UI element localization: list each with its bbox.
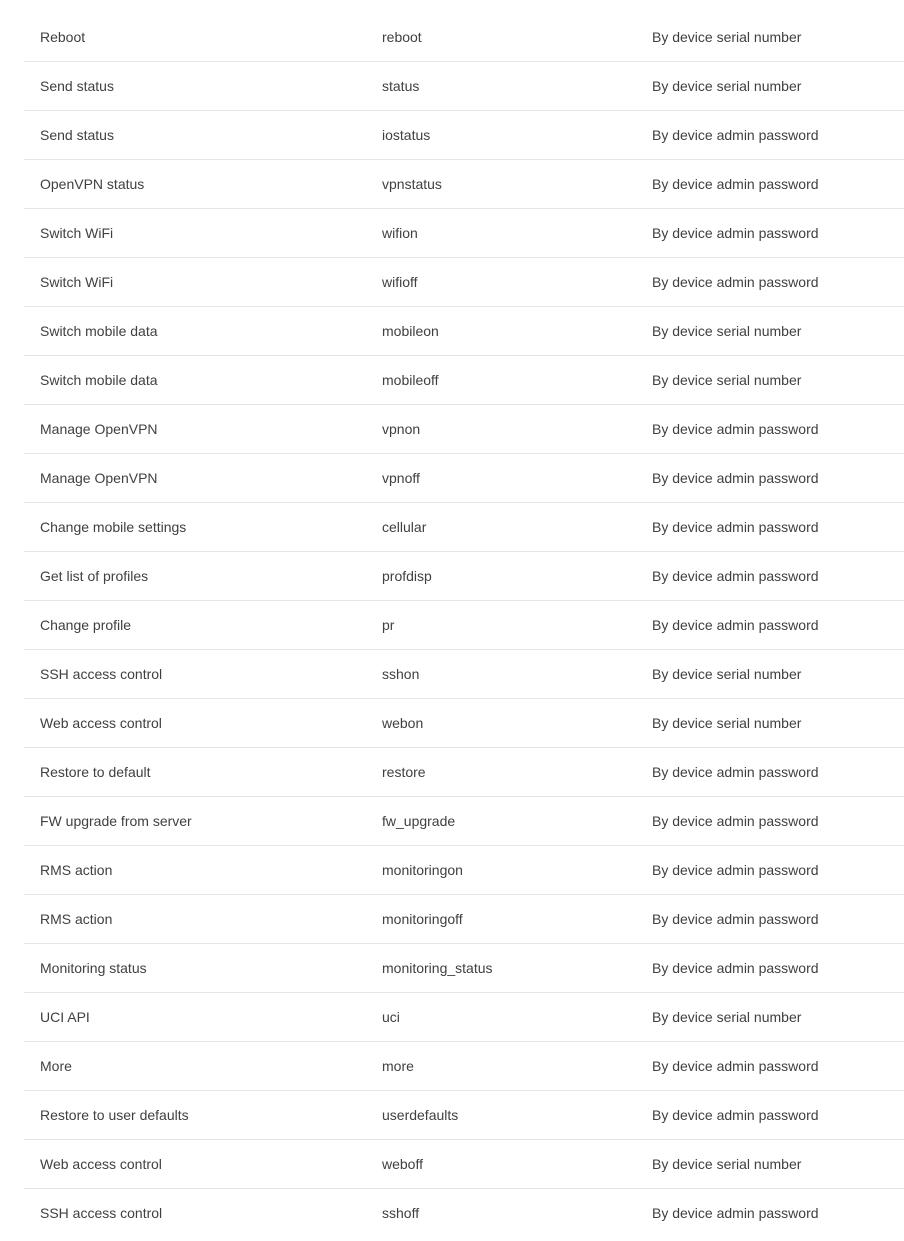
- table-row: [24, 748, 904, 797]
- authorization-cell: By device admin password: [636, 846, 904, 895]
- table-row: [24, 1042, 904, 1091]
- table-row: [24, 699, 904, 748]
- authorization-cell: By device serial number: [636, 356, 904, 405]
- authorization-cell: By device serial number: [636, 699, 904, 748]
- authorization-cell: By device admin password: [636, 258, 904, 307]
- action-cell: Reboot: [24, 13, 366, 62]
- table-row: [24, 846, 904, 895]
- authorization-cell: By device serial number: [636, 13, 904, 62]
- command-cell: vpnoff: [366, 454, 636, 503]
- action-cell: OpenVPN status: [24, 160, 366, 209]
- authorization-cell: By device admin password: [636, 1042, 904, 1091]
- command-cell: reboot: [366, 13, 636, 62]
- command-cell: wifion: [366, 209, 636, 258]
- authorization-cell: By device admin password: [636, 797, 904, 846]
- sms-commands-table-container: [24, 13, 904, 1237]
- table-row: [24, 650, 904, 699]
- action-cell: More: [24, 1042, 366, 1091]
- authorization-cell: By device serial number: [636, 307, 904, 356]
- command-cell: vpnstatus: [366, 160, 636, 209]
- authorization-cell: By device serial number: [636, 1140, 904, 1189]
- table-row: [24, 307, 904, 356]
- command-cell: cellular: [366, 503, 636, 552]
- sms-commands-table: [24, 13, 904, 1237]
- authorization-cell: By device admin password: [636, 895, 904, 944]
- command-cell: fw_upgrade: [366, 797, 636, 846]
- action-cell: Switch mobile data: [24, 307, 366, 356]
- table-row: [24, 944, 904, 993]
- action-cell: Get list of profiles: [24, 552, 366, 601]
- table-row: [24, 209, 904, 258]
- table-row: [24, 797, 904, 846]
- action-cell: Switch WiFi: [24, 258, 366, 307]
- authorization-cell: By device serial number: [636, 993, 904, 1042]
- command-cell: sshon: [366, 650, 636, 699]
- table-body: [24, 13, 904, 1237]
- table-row: [24, 895, 904, 944]
- authorization-cell: By device admin password: [636, 944, 904, 993]
- authorization-cell: By device serial number: [636, 650, 904, 699]
- authorization-cell: By device admin password: [636, 1091, 904, 1140]
- action-cell: FW upgrade from server: [24, 797, 366, 846]
- command-cell: mobileoff: [366, 356, 636, 405]
- action-cell: Monitoring status: [24, 944, 366, 993]
- action-cell: Web access control: [24, 699, 366, 748]
- authorization-cell: By device admin password: [636, 111, 904, 160]
- action-cell: Switch mobile data: [24, 356, 366, 405]
- command-cell: vpnon: [366, 405, 636, 454]
- action-cell: Send status: [24, 111, 366, 160]
- table-row: [24, 356, 904, 405]
- action-cell: Manage OpenVPN: [24, 454, 366, 503]
- action-cell: SSH access control: [40, 1205, 163, 1221]
- action-cell: Manage OpenVPN: [24, 405, 366, 454]
- action-cell: Restore to user defaults: [24, 1091, 366, 1140]
- table-row: [24, 62, 904, 111]
- command-cell: pr: [366, 601, 636, 650]
- authorization-cell: By device admin password: [636, 552, 904, 601]
- table-row: [24, 1140, 904, 1189]
- table-row: [24, 503, 904, 552]
- authorization-cell: By device admin password: [636, 160, 904, 209]
- action-cell: RMS action: [24, 895, 366, 944]
- table-row: [24, 1189, 904, 1238]
- command-cell: webon: [366, 699, 636, 748]
- authorization-cell: By device admin password: [636, 748, 904, 797]
- command-cell: more: [366, 1042, 636, 1091]
- command-cell: restore: [366, 748, 636, 797]
- authorization-cell: By device admin password: [636, 405, 904, 454]
- command-cell: monitoring_status: [366, 944, 636, 993]
- command-cell: wifioff: [366, 258, 636, 307]
- command-cell: sshoff: [382, 1205, 420, 1221]
- command-cell: mobileon: [366, 307, 636, 356]
- action-cell: Switch WiFi: [24, 209, 366, 258]
- command-cell: weboff: [366, 1140, 636, 1189]
- table-row: [24, 601, 904, 650]
- action-cell: SSH access control: [24, 650, 366, 699]
- table-row: [24, 258, 904, 307]
- authorization-cell: By device admin password: [636, 503, 904, 552]
- table-row: [24, 13, 904, 62]
- authorization-cell: By device admin password: [636, 209, 904, 258]
- table-row: [24, 405, 904, 454]
- command-cell: profdisp: [366, 552, 636, 601]
- command-cell: status: [366, 62, 636, 111]
- authorization-cell: By device serial number: [636, 62, 904, 111]
- table-row: [24, 993, 904, 1042]
- authorization-cell: By device admin password: [636, 454, 904, 503]
- command-cell: userdefaults: [366, 1091, 636, 1140]
- action-cell: Change mobile settings: [24, 503, 366, 552]
- command-cell: monitoringon: [366, 846, 636, 895]
- action-cell: RMS action: [24, 846, 366, 895]
- command-cell: uci: [366, 993, 636, 1042]
- action-cell: Change profile: [24, 601, 366, 650]
- action-cell: Restore to default: [24, 748, 366, 797]
- action-cell: Web access control: [24, 1140, 366, 1189]
- table-row: [24, 552, 904, 601]
- authorization-cell: By device admin password: [652, 1205, 819, 1221]
- table-row: [24, 454, 904, 503]
- action-cell: UCI API: [24, 993, 366, 1042]
- command-cell: iostatus: [366, 111, 636, 160]
- table-row: [24, 1091, 904, 1140]
- action-cell: Send status: [24, 62, 366, 111]
- table-row: [24, 160, 904, 209]
- authorization-cell: By device admin password: [636, 601, 904, 650]
- table-row: [24, 111, 904, 160]
- command-cell: monitoringoff: [366, 895, 636, 944]
